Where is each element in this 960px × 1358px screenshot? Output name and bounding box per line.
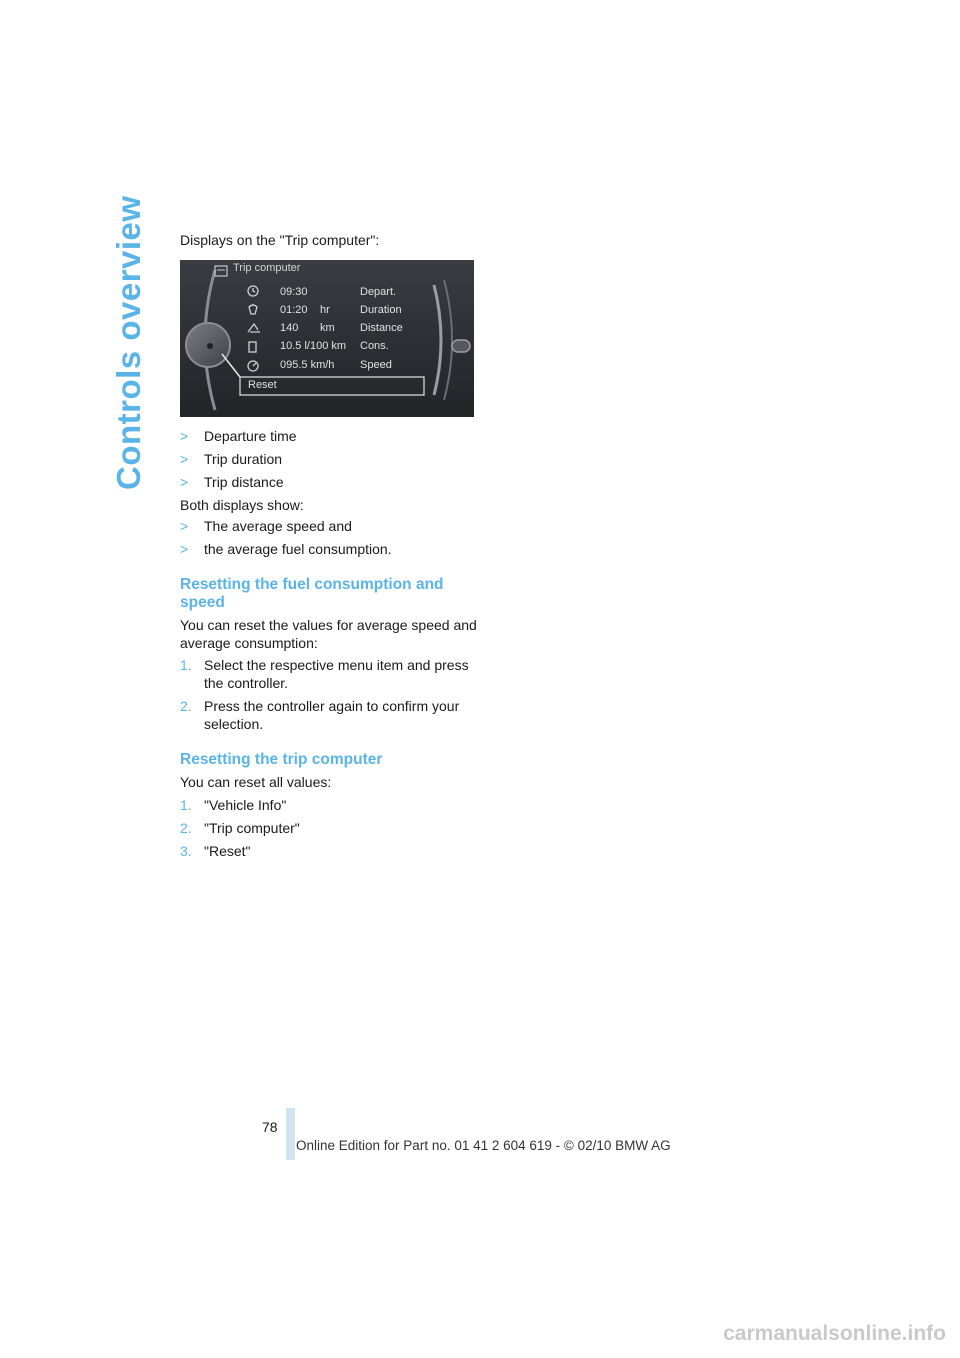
reset-menu-item[interactable]: Reset (248, 379, 277, 391)
list-item: 2. "Trip computer" (180, 820, 300, 836)
bullet-arrow-icon: > (180, 518, 189, 534)
page-number: 78 (262, 1119, 278, 1135)
section-heading: Resetting the fuel consumption and speed (180, 576, 444, 611)
bullet-arrow-icon: > (180, 474, 189, 490)
row-label: Cons. (360, 340, 389, 352)
list-item: > Trip distance (180, 474, 284, 490)
footer-accent-bar (286, 1108, 295, 1160)
watermark: carmanualsonline.info (723, 1322, 946, 1345)
row-value: 09:30 (280, 286, 308, 298)
section-title (110, 195, 150, 490)
paragraph: You can reset the values for average speed and average consumption: (180, 617, 477, 651)
row-unit: km (320, 322, 335, 334)
trip-computer-screen (180, 260, 474, 417)
list-item: 1. "Vehicle Info" (180, 797, 287, 813)
row-unit: hr (320, 304, 330, 316)
footer-text: Online Edition for Part no. 01 41 2 604 619 - © 02/10 BMW AG (296, 1138, 671, 1153)
row-value: 095.5 km/h (280, 359, 335, 371)
list-item: > Trip duration (180, 451, 283, 467)
row-label: Duration (360, 304, 402, 316)
both-show-text: Both displays show: (180, 497, 304, 513)
bullet-arrow-icon: > (180, 451, 189, 467)
row-value: 140 (280, 322, 299, 334)
section-title-text: Controls overview (110, 195, 147, 490)
list-item: > the average fuel consumption. (180, 541, 392, 557)
paragraph: You can reset all values: (180, 774, 332, 790)
bullet-arrow-icon: > (180, 541, 189, 557)
list-item: 2. Press the controller again to confirm your selection. (180, 698, 460, 732)
section-heading: Resetting the trip computer (180, 751, 383, 768)
bullet-arrow-icon: > (180, 428, 189, 444)
row-label: Depart. (360, 286, 397, 298)
row-label: Distance (360, 322, 403, 334)
list-item: > Departure time (180, 428, 297, 444)
screen-title: Trip computer (233, 262, 301, 274)
intro-text: Displays on the "Trip computer": (180, 232, 380, 248)
list-item: > The average speed and (180, 518, 352, 534)
row-value: 01:20 (280, 304, 308, 316)
row-label: Speed (360, 359, 392, 371)
list-item: 1. Select the respective menu item and press the controller. (180, 657, 469, 691)
list-item: 3. "Reset" (180, 843, 251, 859)
row-value: 10.5 l/100 km (280, 340, 347, 352)
